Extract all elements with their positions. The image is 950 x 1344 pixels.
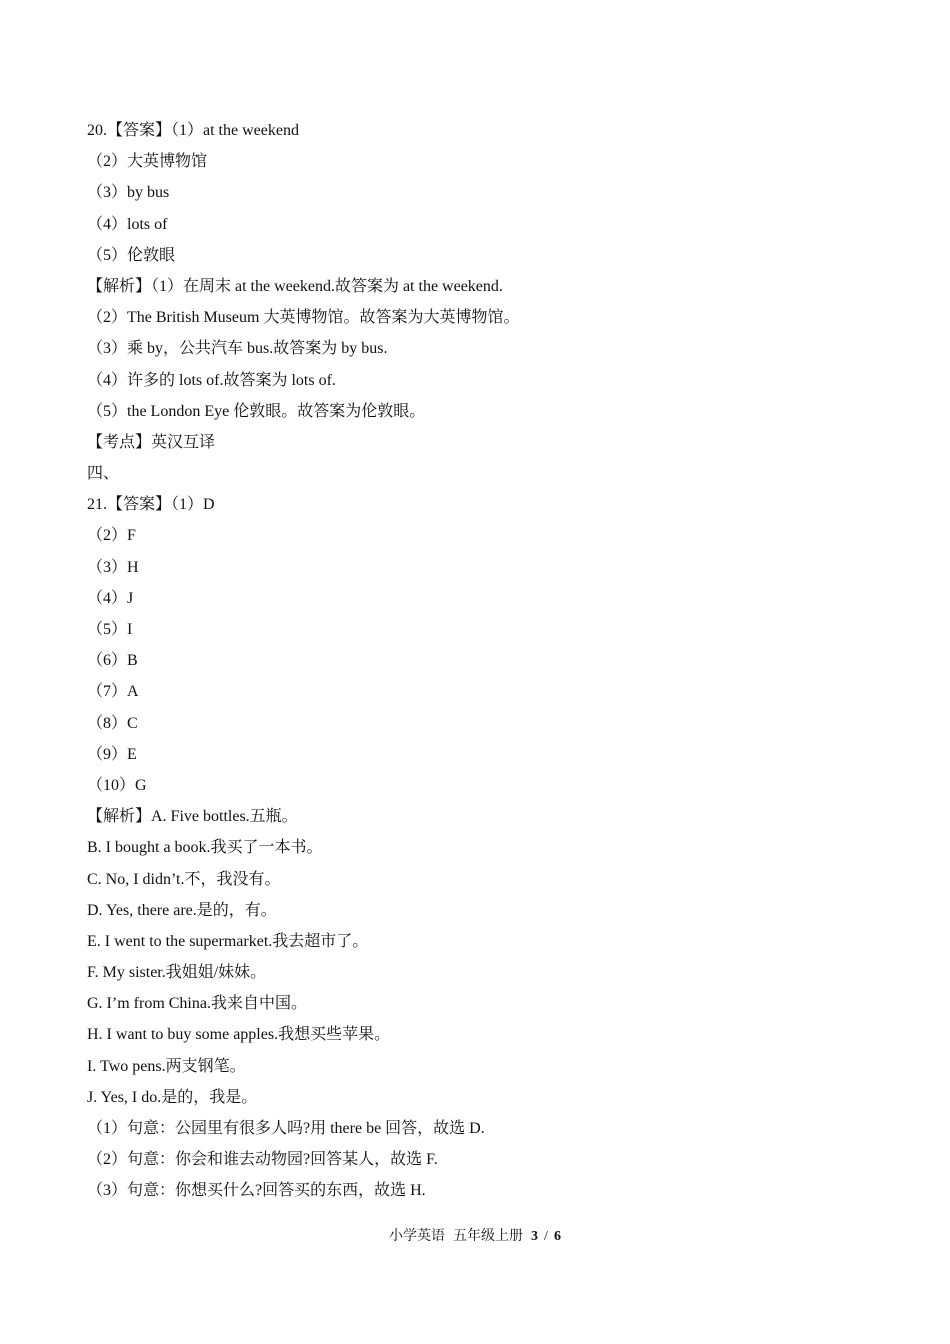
- text-line: （3）乘 by，公共汽车 bus.故答案为 by bus.: [87, 340, 388, 358]
- text-line: （2）大英博物馆: [87, 153, 208, 171]
- text-line: B. I bought a book.我买了一本书。: [87, 839, 323, 857]
- footer-subject: 小学英语: [389, 1229, 446, 1244]
- footer-grade: 五年级上册: [453, 1229, 524, 1244]
- text-line: J. Yes, I do.是的，我是。: [87, 1088, 258, 1106]
- text-line: （9）E: [87, 745, 137, 763]
- text-line: （6）B: [87, 652, 138, 670]
- text-line: D. Yes, there are.是的，有。: [87, 901, 277, 919]
- text-line: 【解析】（1）在周末 at the weekend.故答案为 at the weekend.: [87, 277, 503, 295]
- text-line: （3）句意：你想买什么?回答买的东西，故选 H.: [87, 1182, 426, 1200]
- text-line: （3）by bus: [87, 184, 170, 202]
- text-line: H. I want to buy some apples.我想买些苹果。: [87, 1026, 391, 1044]
- text-line: （7）A: [87, 683, 139, 701]
- text-line: （5）伦敦眼: [87, 246, 176, 264]
- page-number: 3: [531, 1229, 539, 1244]
- text-line: （10）G: [87, 776, 147, 794]
- text-line: F. My sister.我姐姐/妹妹。: [87, 964, 267, 982]
- text-line: 20.【答案】（1）at the weekend: [87, 122, 299, 139]
- text-line: I. Two pens.两支钢笔。: [87, 1057, 246, 1075]
- text-line: （2）句意：你会和谁去动物园?回答某人，故选 F.: [87, 1151, 438, 1169]
- text-line: E. I went to the supermarket.我去超市了。: [87, 932, 369, 950]
- text-line: 21.【答案】（1）D: [87, 496, 215, 514]
- text-line: （4）许多的 lots of.故答案为 lots of.: [87, 371, 336, 389]
- document-body: [87, 115, 877, 1207]
- text-line: （2）F: [87, 527, 136, 545]
- text-line: （5）I: [87, 621, 133, 638]
- text-line: （3）H: [87, 558, 139, 576]
- text-line: 【考点】英汉互译: [87, 433, 216, 451]
- text-line: G. I’m from China.我来自中国。: [87, 995, 307, 1013]
- text-line: （4）J: [87, 589, 134, 607]
- text-line: （1）句意：公园里有很多人吗?用 there be 回答，故选 D.: [87, 1120, 485, 1137]
- text-line: （5）the London Eye 伦敦眼。故答案为伦敦眼。: [87, 402, 426, 420]
- section-heading: 四、: [87, 465, 120, 483]
- page-total: 6: [553, 1229, 561, 1244]
- text-line: C. No, I didn’t.不，我没有。: [87, 870, 281, 888]
- text-line: （2）The British Museum 大英博物馆。故答案为大英博物馆。: [87, 309, 520, 327]
- text-line: （4）lots of: [87, 215, 168, 233]
- page-footer: [0, 1225, 950, 1249]
- text-line: 【解析】A. Five bottles.五瓶。: [87, 808, 298, 826]
- page-separator: /: [544, 1229, 548, 1244]
- text-line: （8）C: [87, 714, 138, 732]
